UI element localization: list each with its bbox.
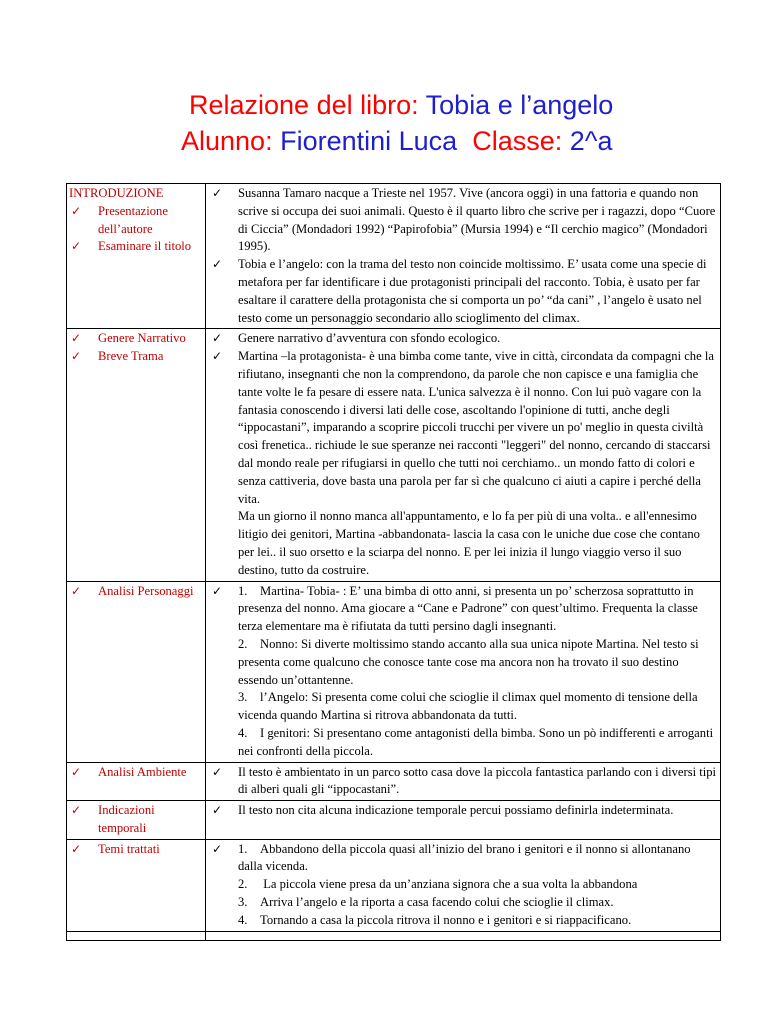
content-paragraph: Tobia e l’angelo: con la trama del testo non coincide moltissimo. E’ usata come una specie di metafora per far identificare i due protagonisti principali del racconto. Tobia, è usato per far esaltare il carattere della protagonista che si comporta un po’ “da cani” , l’angelo è usato nel testo come un personaggio secondario allo scioglimento del climax. [238, 257, 707, 325]
content-paragraph: 1. Martina- Tobia- : E’ una bimba di otto anni, si presenta un po’ scherzosa soprattutto in presenza del nonno. Ama giocare a “Cane e Padrone” con quest’ultimo. Frequenta la classe terza elementare ma è rifiutata da tutti persino dagli insegnanti. [238, 583, 698, 634]
checkmark-icon: ✓ [212, 186, 223, 200]
content-bullet [208, 256, 718, 327]
section-item-label: Presentazione dell’autore [98, 203, 168, 236]
table-row [67, 184, 721, 329]
section-title: INTRODUZIONE [69, 186, 164, 200]
content-bullet [208, 330, 718, 348]
checkmark-icon: ✓ [71, 239, 82, 254]
content-cell [206, 801, 721, 840]
table-row [67, 801, 721, 840]
checkmark-icon: ✓ [71, 583, 82, 598]
content-paragraph: Martina –la protagonista- è una bimba come tante, vive in città, circondata da compagni che la rifiutano, insegnanti che non la comprendono, da parole che non capisce e una famiglia che tante volte le fa pesare di essere nata. L'unica salvezza è il nonno. Con lui può vagare con la fantasia conoscendo i diversi lati delle cose, ascoltando l'opinione di tutti, anche degli “ippocastani”, imparando a scoprire piccoli trucchi per vivere un po' meglio in questa civiltà così frenetica.. richiude le sue speranze nei racconti "leggeri" del nonno, cercando di staccarsi dal mondo reale per rifugiarsi in quello che tutti noi cerchiamo.. un mondo fatto di colori e senza cattiveria, dove basta una parola per far sì che qualcuno ci aiuti a capire i perché della vita. [238, 349, 714, 506]
table-row [67, 839, 721, 931]
report-table [66, 183, 721, 941]
checkmark-icon: ✓ [212, 257, 223, 272]
table-row [67, 581, 721, 762]
section-cell [67, 329, 206, 581]
checkmark-icon: ✓ [212, 764, 223, 779]
content-cell [206, 184, 721, 329]
section-item-label: Analisi Personaggi [98, 583, 194, 598]
content-paragraph: Susanna Tamaro nacque a Trieste nel 1957. Vive (ancora oggi) in una fattoria e quando non scrive si occupa dei suoi animali. Questo è il quarto libro che scrive per i ragazzi, dopo “Cuore di Ciccia” (Mondadori 1992) “Papirofobia” (Mursia 1994) e “Il cerchio magico” (Mondadori 1995). [238, 186, 716, 254]
checkmark-icon: ✓ [71, 349, 82, 364]
content-paragraph: Genere narrativo d’avventura con sfondo ecologico. [238, 331, 501, 346]
checkmark-icon: ✓ [71, 764, 82, 779]
checkmark-icon: ✓ [71, 803, 82, 818]
checkmark-icon: ✓ [212, 349, 223, 364]
section-cell [67, 184, 206, 329]
content-cell [206, 329, 721, 581]
content-bullet [208, 185, 718, 256]
section-cell [67, 801, 206, 840]
content-paragraph: 4. Tornando a casa la piccola ritrova il nonno e i genitori e si riappacificano. [238, 912, 632, 927]
section-item [69, 330, 203, 348]
content-paragraph: 4. I genitori: Si presentano come antagonisti della bimba. Sono un pò indifferenti e arroganti nei confronti della piccola. [238, 725, 714, 758]
book-title: Tobia e l’angelo [425, 90, 614, 120]
content-paragraph: 2. La piccola viene presa da un’anziana signora che a sua volta la abbandona [238, 877, 638, 892]
content-bullet [208, 764, 718, 800]
content-paragraph: 2. Nonno: Si diverte moltissimo stando accanto alla sua unica nipote Martina. Nel testo si presenta come qualcuno che conosce tante cose ma ancora non ha trovato il suo destino essendo un’ottantenne. [238, 636, 699, 687]
title-label: Relazione del libro: [189, 90, 419, 120]
checkmark-icon: ✓ [212, 803, 223, 818]
table-row [67, 762, 721, 801]
section-item [69, 348, 203, 366]
section-cell [67, 581, 206, 762]
content-bullet [208, 348, 718, 579]
section-cell [67, 931, 206, 940]
section-item-label: Esaminare il titolo [98, 239, 192, 254]
section-item [69, 841, 203, 859]
content-paragraph: 3. Arriva l’angelo e la riporta a casa facendo colui che scioglie il climax. [238, 895, 614, 910]
checkmark-icon: ✓ [212, 583, 223, 598]
content-paragraph: Il testo non cita alcuna indicazione temporale percui possiamo definirla indeterminata. [238, 803, 674, 818]
section-item-label: Temi trattati [98, 841, 160, 856]
content-paragraph: 1. Abbandono della piccola quasi all’inizio del brano i genitori e il nonno si allontanano dalla vicenda. [238, 841, 691, 874]
content-paragraph: 3. l’Angelo: Si presenta come colui che scioglie il climax quel momento di tensione della vicenda quando Martina si ritrova abbandonata da tutti. [238, 690, 698, 723]
student-line [181, 124, 612, 158]
checkmark-icon: ✓ [212, 841, 223, 856]
student-label: Alunno: [181, 126, 273, 156]
section-item [69, 238, 203, 256]
title-line [189, 88, 613, 122]
class-label: Classe: [472, 126, 563, 156]
checkmark-icon: ✓ [71, 841, 82, 856]
section-item-label: Indicazioni temporali [98, 803, 155, 835]
table-row [67, 329, 721, 581]
content-bullet [208, 841, 718, 930]
content-cell [206, 931, 721, 940]
content-cell [206, 762, 721, 801]
class-value: 2^a [569, 126, 613, 156]
section-item [69, 203, 203, 239]
section-item-label: Breve Trama [98, 349, 164, 364]
student-name: Fiorentini Luca [280, 126, 458, 156]
content-paragraph: Il testo è ambientato in un parco sotto casa dove la piccola fantastica parlando con i diversi tipi di alberi quali gli “ippocastani”. [238, 764, 717, 797]
section-item-label: Analisi Ambiente [98, 764, 187, 779]
table-row [67, 931, 721, 940]
content-cell [206, 839, 721, 931]
section-cell [67, 762, 206, 801]
section-item [69, 764, 203, 782]
checkmark-icon: ✓ [212, 331, 223, 346]
section-item-label: Genere Narrativo [98, 331, 186, 346]
section-item [69, 583, 203, 601]
content-bullet [208, 802, 718, 820]
content-bullet [208, 583, 718, 761]
checkmark-icon: ✓ [71, 331, 82, 346]
content-cell [206, 581, 721, 762]
checkmark-icon: ✓ [71, 203, 82, 218]
section-cell [67, 839, 206, 931]
content-paragraph: Ma un giorno il nonno manca all'appuntamento, e lo fa per più di una volta.. e all'ennesimo litigio dei genitori, Martina -abbandonata- lascia la casa con le uniche due cose che contano per lei.. il suo orsetto e la sciarpa del nonno. E per lei inizia il lungo viaggio verso il suo destino, tutto da costruire. [238, 509, 700, 577]
section-item [69, 802, 203, 838]
